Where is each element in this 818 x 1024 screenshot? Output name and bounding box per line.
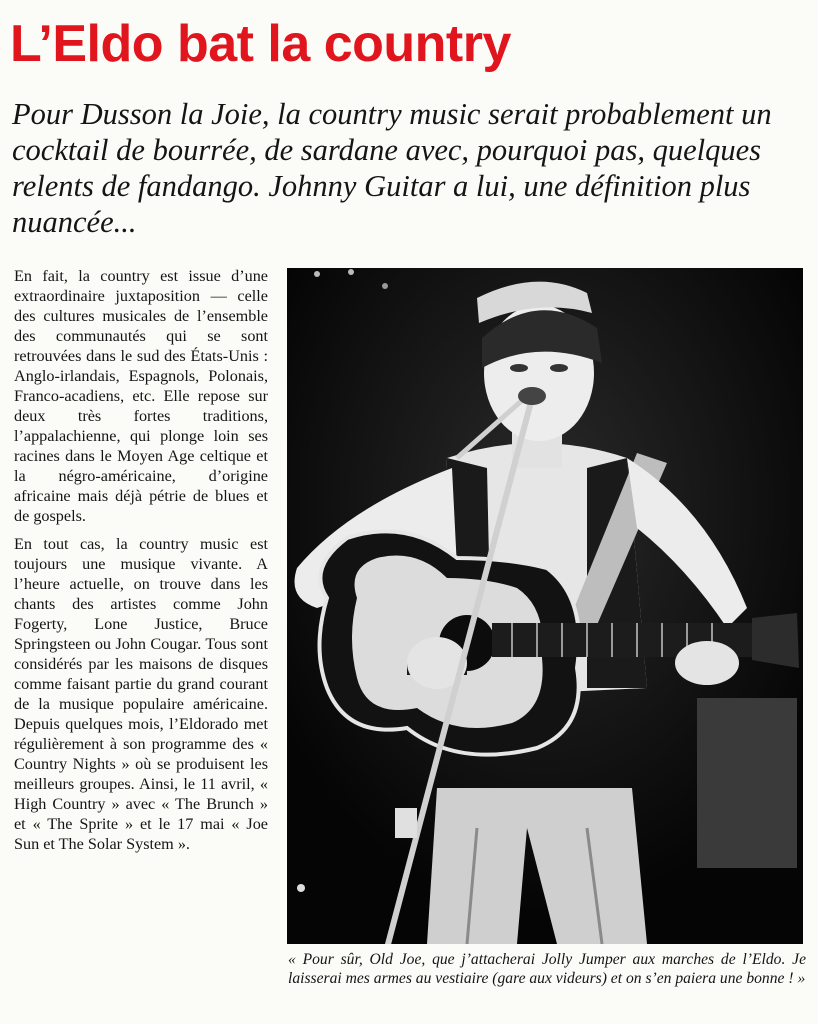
paragraph: En fait, la country est issue d’une extraordinaire juxtaposition — celle des cultures musicales de l’ensemble des communautés qui se sont retrouvées dans le sud des États-Unis : Anglo-irlandais, Espagnols, Polonais, Franco-acadiens, etc. Elle repose sur deux très fortes traditions, l’appalachienne, qui plonge loin ses racines dans le Moyen Age celtique et la négro-américaine, d’origine africaine mais déjà pétrie de blues et de gospels. [14,267,268,525]
photo-caption: « Pour sûr, Old Joe, que j’attacherai Jolly Jumper aux marches de l’Eldo. Je laisserai mes armes au vestiaire (gare aux videurs) et on s’en paiera une bonne ! » [288,951,806,987]
concert-photo [287,268,803,944]
paragraph: En tout cas, la country music est toujours une musique vivante. A l’heure actuelle, on trouve dans les chants des artistes comme John Fogerty, Lone Justice, Bruce Springsteen ou John Cougar. Tous sont considérés par les maisons de disques comme faisant partie du grand courant de la musique populaire américaine. Depuis quelques mois, l’Eldorado met régulièrement à son programme des « Country Nights » où se produisent les meilleurs groupes. Ainsi, le 11 avril, « High Country » avec « The Brunch » et « The Sprite » et le 17 mai « Joe Sun et The Solar System ». [14,535,268,853]
headline: L’Eldo bat la country [10,15,511,73]
standfirst: Pour Dusson la Joie, la country music serait probablement un cocktail de bourrée, de sardane avec, pourquoi pas, quelques relents de fandango. Johnny Guitar a lui, une définition plus nuancée... [12,97,772,239]
article-body [14,266,268,862]
